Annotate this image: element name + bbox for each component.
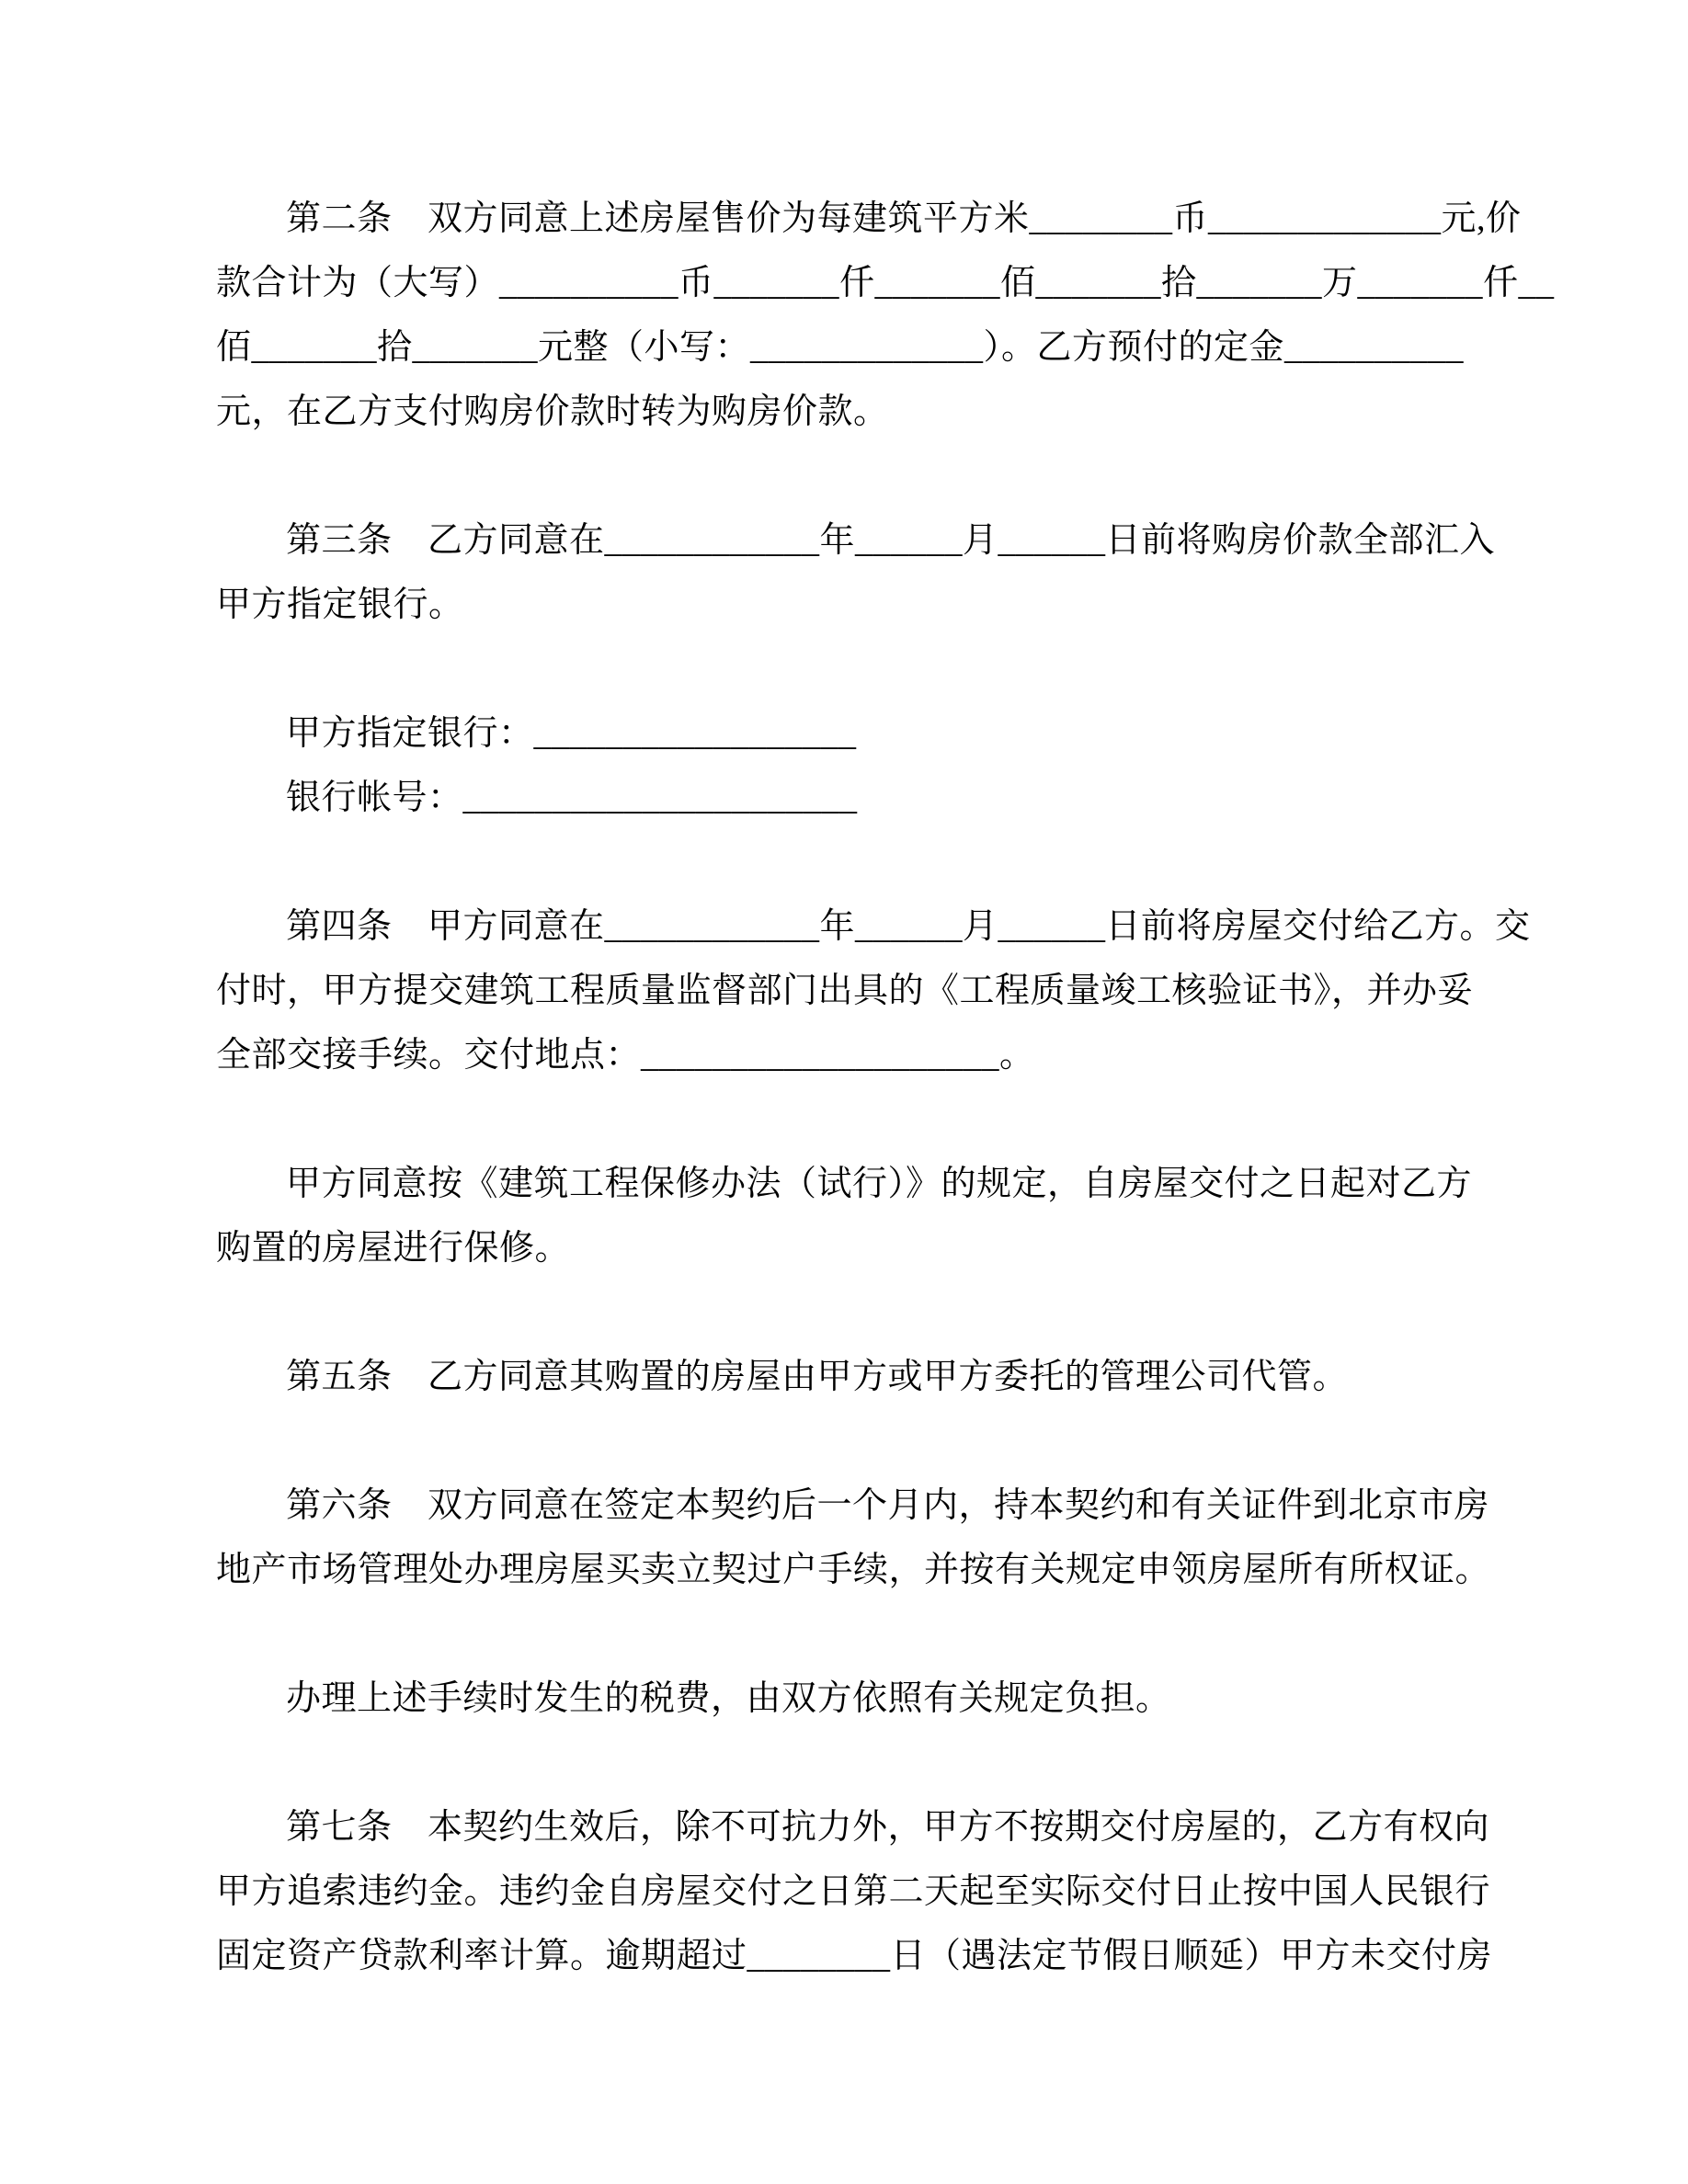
paragraph-line: 第七条 本契约生效后，除不可抗力外，甲方不按期交付房屋的，乙方有权向 <box>286 1808 1490 1847</box>
paragraph-line: 佰_______拾_______元整（小写：_____________）。乙方预付的定金__________ <box>216 328 1465 367</box>
paragraph-line: 购置的房屋进行保修。 <box>216 1229 571 1268</box>
paragraph-block <box>216 1795 1541 1988</box>
paragraph-block <box>216 508 1541 637</box>
paragraph-line: 甲方追索违约金。违约金自房屋交付之日第二天起至实际交付日止按中国人民银行 <box>216 1872 1491 1911</box>
paragraph-line: 元，在乙方支付购房价款时转为购房价款。 <box>216 392 889 431</box>
document-body <box>216 187 1555 1988</box>
paragraph-block <box>216 1666 1541 1731</box>
paragraph-line: 款合计为（大写）__________币_______仟_______佰_______拾_______万_______仟__ <box>216 264 1555 302</box>
paragraph-block <box>216 701 1541 830</box>
paragraph-line: 第二条 双方同意上述房屋售价为每建筑平方米________币_____________元,价 <box>286 199 1522 238</box>
paragraph-block <box>216 1152 1541 1280</box>
paragraph-line: 全部交接手续。交付地点：____________________。 <box>216 1036 1035 1075</box>
paragraph-line: 甲方同意按《建筑工程保修办法（试行）》的规定，自房屋交付之日起对乙方 <box>286 1165 1473 1203</box>
paragraph-line: 银行帐号：______________________ <box>286 779 858 817</box>
paragraph-line: 固定资产贷款利率计算。逾期超过________日（遇法定节假日顺延）甲方未交付房 <box>216 1937 1493 1975</box>
paragraph-line: 甲方指定银行：__________________ <box>286 714 857 753</box>
paragraph-line: 付时，甲方提交建筑工程质量监督部门出具的《工程质量竣工核验证书》，并办妥 <box>216 972 1474 1010</box>
paragraph-line: 地产市场管理处办理房屋买卖立契过户手续，并按有关规定申领房屋所有所权证。 <box>216 1551 1491 1589</box>
paragraph-block <box>216 187 1555 444</box>
paragraph-line: 甲方指定银行。 <box>216 586 464 624</box>
paragraph-block <box>216 894 1541 1087</box>
paragraph-line: 第五条 乙方同意其购置的房屋由甲方或甲方委托的管理公司代管。 <box>286 1358 1349 1396</box>
paragraph-line: 第六条 双方同意在签定本契约后一个月内，持本契约和有关证件到北京市房 <box>286 1486 1490 1525</box>
paragraph-line: 第四条 甲方同意在____________年______月______日前将房屋交付给乙方。交 <box>286 907 1531 946</box>
paragraph-block <box>216 1345 1541 1409</box>
paragraph-block <box>216 1473 1541 1602</box>
paragraph-line: 第三条 乙方同意在____________年______月______日前将购房价款全部汇入 <box>286 521 1496 560</box>
paragraph-line: 办理上述手续时发生的税费，由双方依照有关规定负担。 <box>286 1679 1171 1718</box>
